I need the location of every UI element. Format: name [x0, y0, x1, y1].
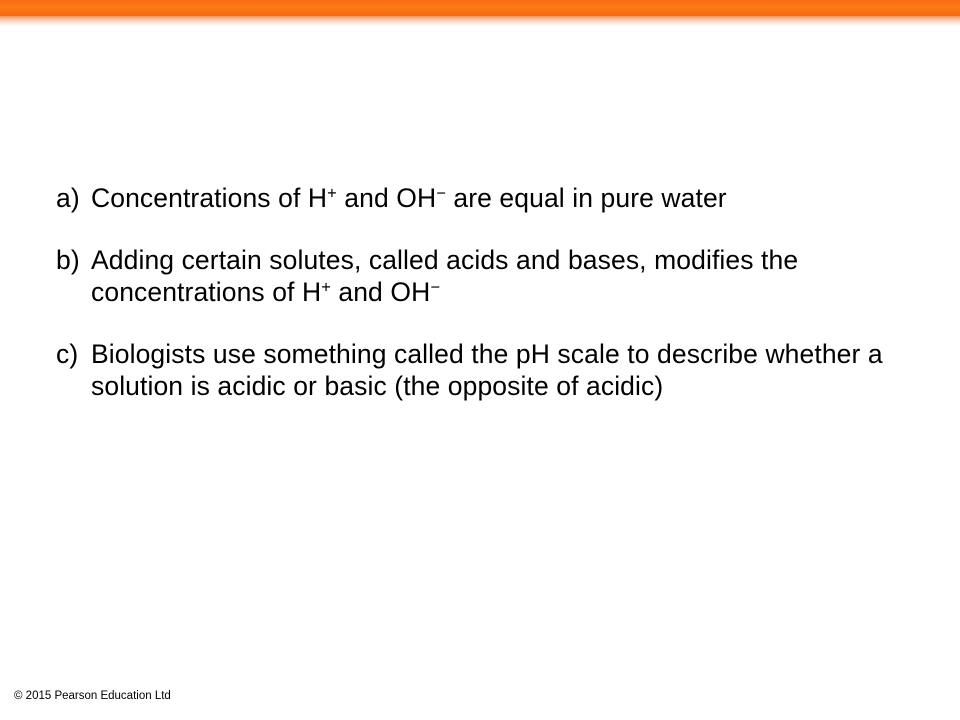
bullet-list	[56, 182, 896, 403]
decorative-top-band	[0, 0, 960, 26]
list-item-text	[91, 182, 896, 215]
top-band-core	[0, 0, 960, 16]
superscript-minus: −	[430, 278, 441, 297]
list-item	[56, 244, 896, 309]
text-run: are equal in pure water	[445, 183, 727, 213]
superscript-plus: +	[327, 184, 337, 203]
text-run: and OH	[336, 183, 437, 213]
list-item	[56, 182, 896, 215]
superscript-minus: −	[436, 184, 446, 203]
list-item-text	[91, 244, 896, 309]
text-run: and OH	[330, 277, 431, 308]
list-item	[56, 338, 896, 403]
list-item-marker: b)	[56, 244, 80, 275]
top-band-fade	[0, 15, 960, 26]
text-run: Concentrations of H	[91, 183, 328, 213]
copyright-footer: © 2015 Pearson Education Ltd	[14, 690, 171, 702]
list-item-marker: a)	[56, 183, 80, 213]
superscript-plus: +	[321, 278, 331, 297]
list-item-text: Biologists use something called the pH scale to describe whether a solution is acidic or basic (the opposite of acidic)	[91, 338, 883, 402]
list-item-marker: c)	[56, 338, 79, 369]
text-run: Adding certain solutes, called acids and bases, modifies the concentrations of H	[91, 244, 799, 308]
